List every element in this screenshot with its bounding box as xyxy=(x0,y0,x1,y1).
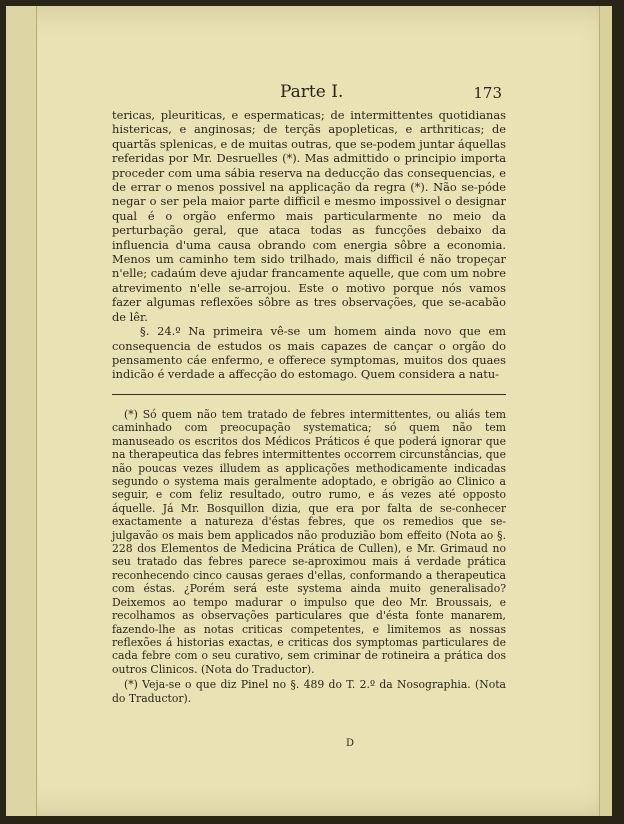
paragraph-2: §. 24.º Na primeira vê-se um homem ainda novo que em consequencia de estudos os mais capazes de cançar o orgão do pensamento cáe enfermo, e offerece symptomas, muitos dos quaes indicão é verdade a affecção do estomago. Quem considera a natu- xyxy=(112,324,506,382)
page-number: 173 xyxy=(473,84,502,102)
running-header xyxy=(106,82,502,108)
footnote-divider xyxy=(112,394,506,395)
running-title: Parte I. xyxy=(280,82,344,102)
footnotes xyxy=(112,408,506,707)
signature-mark: D xyxy=(346,738,355,749)
footnote-1: (*) Só quem não tem tratado de febres intermittentes, ou aliás tem caminhado com preocupação systematica; só quem não tem manuseado os escritos dos Médicos Práticos é que poderá ignorar que na therapeutica das febres intermittentes occorrem circunstâncias, que não poucas vezes illudem as applicações methodicamente indicadas segundo o systema mais geralmente adoptado, e obrigão ao Clinico a seguir, e com feliz resultado, outro rumo, e ás vezes até opposto áquelle. Já Mr. Bosquillon dizia, que era por falta de se-conhecer exactamente a natureza d'éstas febres, que os remedios que se-julgavão os mais bem applicados não produzião bom effeito (Nota ao §. 228 dos Elementos de Medicina Prática de Cullen), e Mr. Grimaud no seu tratado das febres parece se-aproximou mais á verdade prática reconhecendo cinco causas geraes d'ellas, conformando a therapeutica com éstas. ¿Porém será este systema ainda muito generalisado? Deixemos ao tempo madurar o impulso que deo Mr. Broussais, e recolhamos as observações particulares que d'ésta fonte manarem, fazendo-lhe as notas criticas competentes, e limitemos as nossas reflexões á historias exactas, e criticas dos symptomas particulares de cada febre com o seu curativo, sem criminar de rotineira a prática dos outros Clinicos. (Nota do Traductor). xyxy=(112,408,506,676)
footnote-2: (*) Veja-se o que diz Pinel no §. 489 do T. 2.º da Nosographia. (Nota do Traductor). xyxy=(112,678,506,705)
paragraph-1: tericas, pleuriticas, e espermaticas; de intermittentes quotidianas histericas, e anginosas; de terçãs apopleticas, e arthriticas; de quartãs splenicas, e de muitas outras, que se-podem juntar áquellas referidas por Mr. Desruelles (*). Mas admittido o principio importa proceder com uma sábia reserva na deducção das consequencias, e de errar o menos possivel na applicação da regra (*). Não se-póde negar o ser pela maior parte difficil e mesmo impossivel o designar qual é o orgão enfermo mais particularmente no meio da perturbação geral, que ataca todas as funcções debaixo da influencia d'uma causa obrando com energia sôbre a economia. Menos um caminho tem sido trilhado, mais difficil é não tropeçar n'elle; cadaúm deve ajudar francamente aquelle, que com um nobre atrevimento n'elle se-arrojou. Este o motivo porque nós vamos fazer algumas reflexões sôbre as tres observações, que se-acabão de lêr. xyxy=(112,108,506,324)
book-page xyxy=(6,6,612,816)
main-text xyxy=(112,108,506,382)
page-edge xyxy=(599,6,612,816)
page-gutter xyxy=(6,6,37,816)
